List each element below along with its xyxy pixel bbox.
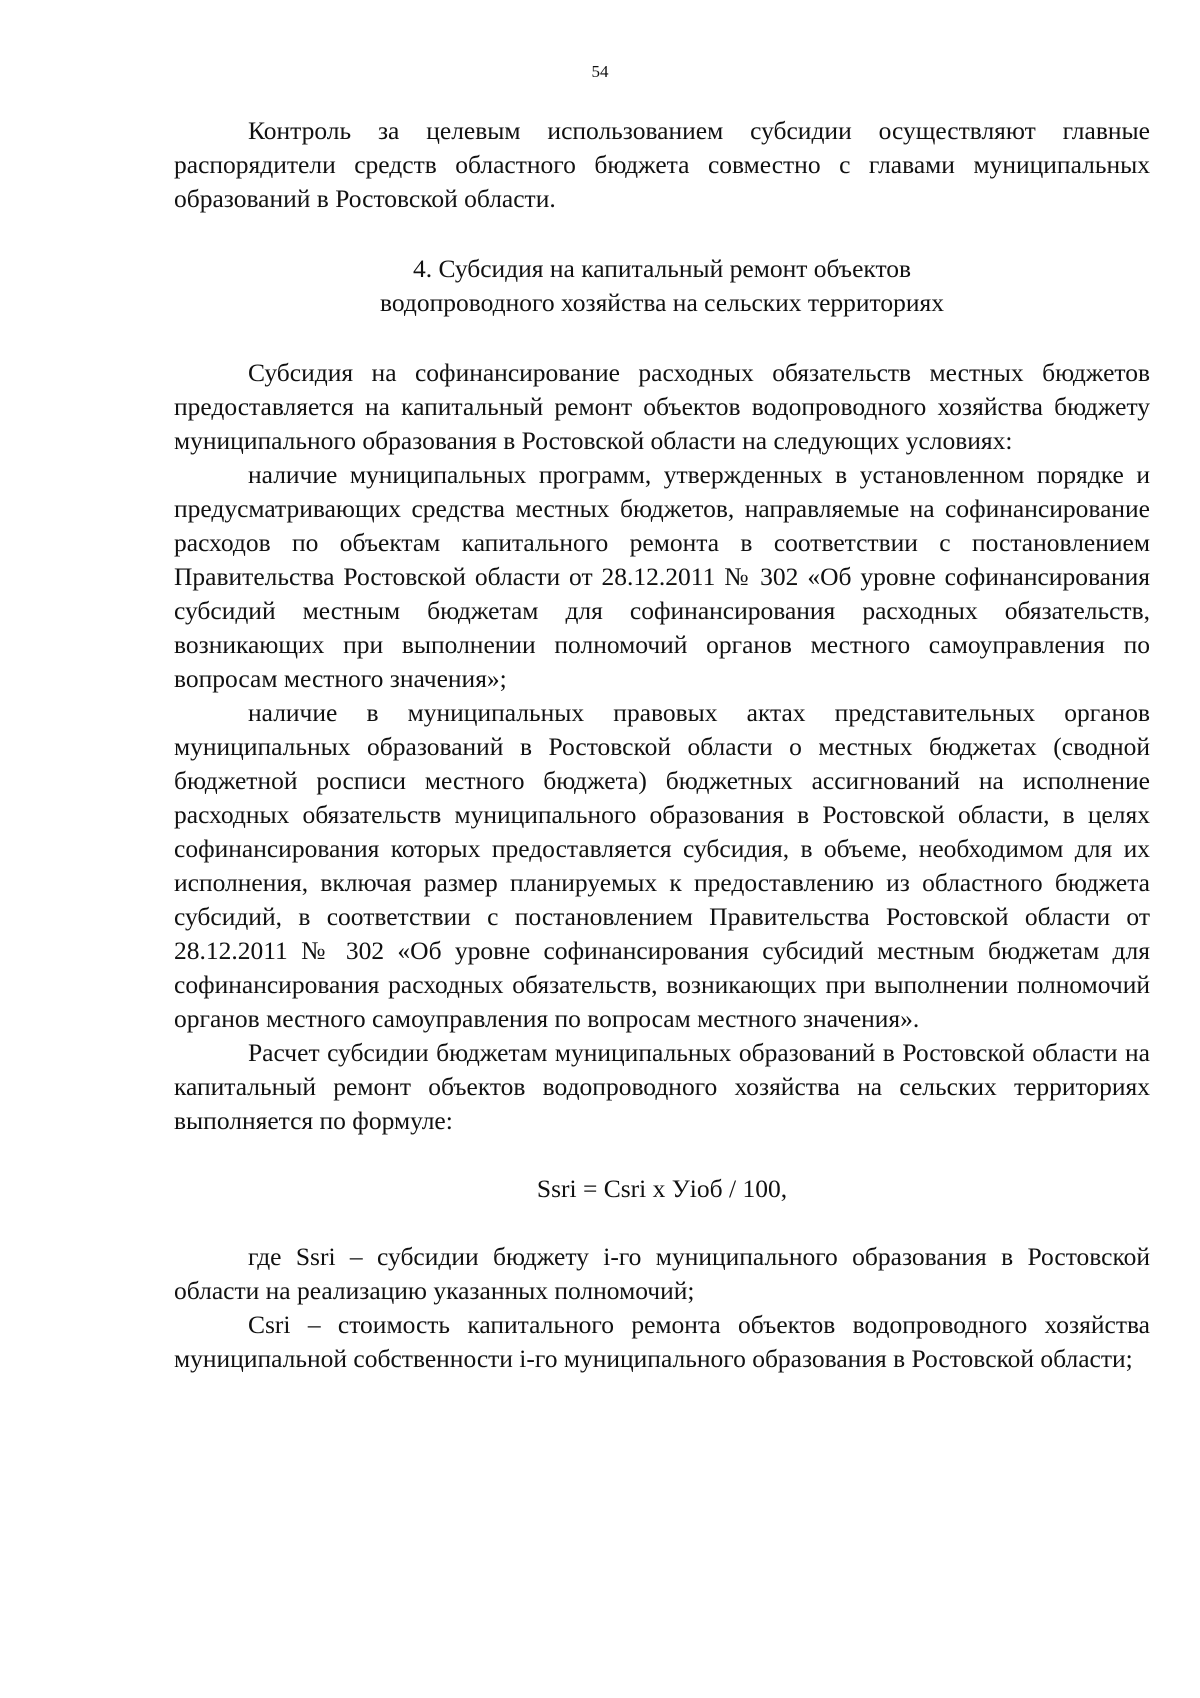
paragraph-calculation: Расчет субсидии бюджетам муниципальных образований в Ростовской области на капитальный ремонт объектов водопроводного хозяйства на сельских территориях выполняется по формуле: [174, 1038, 1150, 1135]
section-heading-line-2: водопроводного хозяйства на сельских территориях [380, 288, 944, 317]
section-heading-line-1: 4. Субсидия на капитальный ремонт объектов [412, 254, 912, 283]
document-body [174, 114, 1150, 1376]
page-number: 54 [591, 62, 609, 81]
formula: Ssri = Csri x Уioб / 100, [536, 1174, 788, 1203]
paragraph-definition-csri: Csri – стоимость капитального ремонта объектов водопроводного хозяйства муниципальной собственности i-го муниципального образования в Ростовской области; [174, 1310, 1150, 1373]
paragraph-control: Контроль за целевым использованием субсидии осуществляют главные распорядители средств областного бюджета совместно с главами муниципальных образований в Ростовской области. [174, 116, 1150, 213]
paragraph-condition-budget: наличие в муниципальных правовых актах представительных органов муниципальных образований в Ростовской области о местных бюджетах (сводной бюджетной росписи местного бюджета) бюджетных ассигнований на исполнение расходных обязательств муниципального образования в Ростовской области, в целях софинансирования которых предоставляется субсидия, в объеме, необходимом для их исполнения, включая размер планируемых к предоставлению из областного бюджета субсидий, в соответствии с постановлением Правительства Ростовской области от 28.12.2011 № 302 «Об уровне софинансирования субсидий местным бюджетам для софинансирования расходных обязательств, возникающих при выполнении полномочий органов местного самоуправления по вопросам местного значения». [174, 698, 1150, 1033]
paragraph-subsidy-intro: Субсидия на софинансирование расходных обязательств местных бюджетов предоставляется на капитальный ремонт объектов водопроводного хозяйства бюджету муниципального образования в Ростовской области на следующих условиях: [174, 358, 1150, 455]
paragraph-definition-ssri: где Ssri – субсидии бюджету i-го муниципального образования в Ростовской области на реализацию указанных полномочий; [174, 1242, 1150, 1305]
paragraph-condition-programs: наличие муниципальных программ, утвержденных в установленном порядке и предусматривающих средства местных бюджетов, направляемые на софинансирование расходов по объектам капитального ремонта в соответствии с постановлением Правительства Ростовской области от 28.12.2011 № 302 «Об уровне софинансирования субсидий местным бюджетам для софинансирования расходных обязательств, возникающих при выполнении полномочий органов местного самоуправления по вопросам местного значения»; [174, 460, 1150, 693]
section-heading [174, 252, 1150, 320]
